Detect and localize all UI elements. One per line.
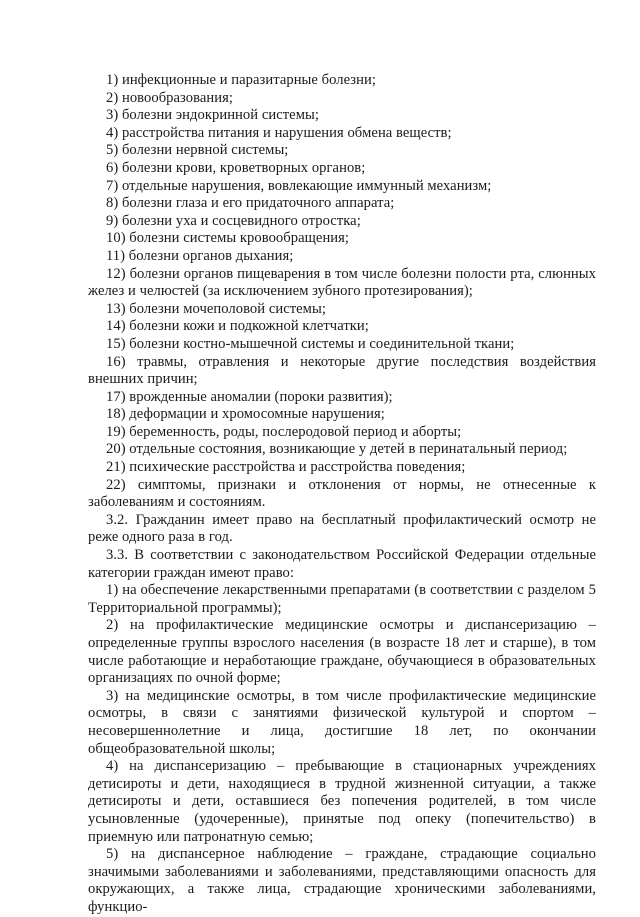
list-item: 6) болезни крови, кроветворных органов; xyxy=(106,159,366,176)
list-item: 11) болезни органов дыхания; xyxy=(106,247,294,264)
list-item: 5) болезни нервной системы; xyxy=(106,142,289,159)
section-3-3-intro: 3.3. В соответствии с законодательством Российской Федерации отдельные категории граждан имеют право: xyxy=(88,547,596,581)
list-item: 8) болезни глаза и его придаточного аппарата; xyxy=(106,195,395,212)
list-item: 7) отдельные нарушения, вовлекающие иммунный механизм; xyxy=(106,177,492,194)
list-item: 1) инфекционные и паразитарные болезни; xyxy=(106,72,376,88)
disease-list xyxy=(88,72,596,512)
list-item: 5) на диспансерное наблюдение – граждане, страдающие социально значимыми заболеваниями и заболеваниями, представляющими опасность для окружающих, а также лица, страдающие хроническими заболеваниями, функцио- xyxy=(88,846,596,915)
section-3-2: 3.2. Гражданин имеет право на бесплатный профилактический осмотр не реже одного раза в год. xyxy=(88,511,596,546)
list-item: 15) болезни костно-мышечной системы и соединительной ткани; xyxy=(106,335,515,352)
list-item: 18) деформации и хромосомные нарушения; xyxy=(106,406,385,423)
list-item: 17) врожденные аномалии (пороки развития); xyxy=(106,388,393,405)
list-item: 16) травмы, отравления и некоторые другие последствия воздействия внешних причин; xyxy=(88,353,596,388)
list-item: 1) на обеспечение лекарственными препаратами (в соответствии с разделом 5 Территориальной программы); xyxy=(88,582,596,616)
list-item: 10) болезни системы кровообращения; xyxy=(106,230,350,247)
list-item: 4) расстройства питания и нарушения обмена веществ; xyxy=(106,124,452,141)
list-item: 21) психические расстройства и расстройства поведения; xyxy=(106,459,466,476)
list-item: 9) болезни уха и сосцевидного отростка; xyxy=(106,212,361,229)
list-item: 14) болезни кожи и подкожной клетчатки; xyxy=(106,318,369,335)
list-item: 2) новообразования; xyxy=(106,89,233,106)
list-item: 4) на диспансеризацию – пребывающие в стационарных учреждениях детисироты и дети, находящиеся в трудной жизненной ситуации, а также детисироты и дети, оставшиеся без попечения родителей, в том числе усыновленные (удочеренные), принятые под опеку (попечительство) в приемную или патронатную семью; xyxy=(88,758,596,845)
rights-list xyxy=(88,582,596,916)
list-item: 13) болезни мочеполовой системы; xyxy=(106,300,326,317)
list-item: 22) симптомы, признаки и отклонения от нормы, не отнесенные к заболеваниям и состояниям. xyxy=(88,476,596,511)
list-item: 3) на медицинские осмотры, в том числе профилактические медицинские осмотры, в связи с занятиями физической культурой и спортом – несовершеннолетние и лица, достигшие 18 лет, по окончании общеобразовательной школы; xyxy=(88,687,596,757)
list-item: 12) болезни органов пищеварения в том числе болезни полости рта, слюнных желез и челюстей (за исключением зубного протезирования); xyxy=(88,265,596,300)
list-item: 3) болезни эндокринной системы; xyxy=(106,107,319,124)
list-item: 20) отдельные состояния, возникающие у детей в перинатальный период; xyxy=(106,441,568,458)
list-item: 19) беременность, роды, послеродовой период и аборты; xyxy=(106,423,462,440)
list-item: 2) на профилактические медицинские осмотры и диспансеризацию – определенные группы взрослого населения (в возрасте 18 лет и старше), в том числе работающие и неработающие граждане, обучающиеся в образовательных организациях по очной форме; xyxy=(88,617,596,687)
document-body xyxy=(88,72,596,917)
